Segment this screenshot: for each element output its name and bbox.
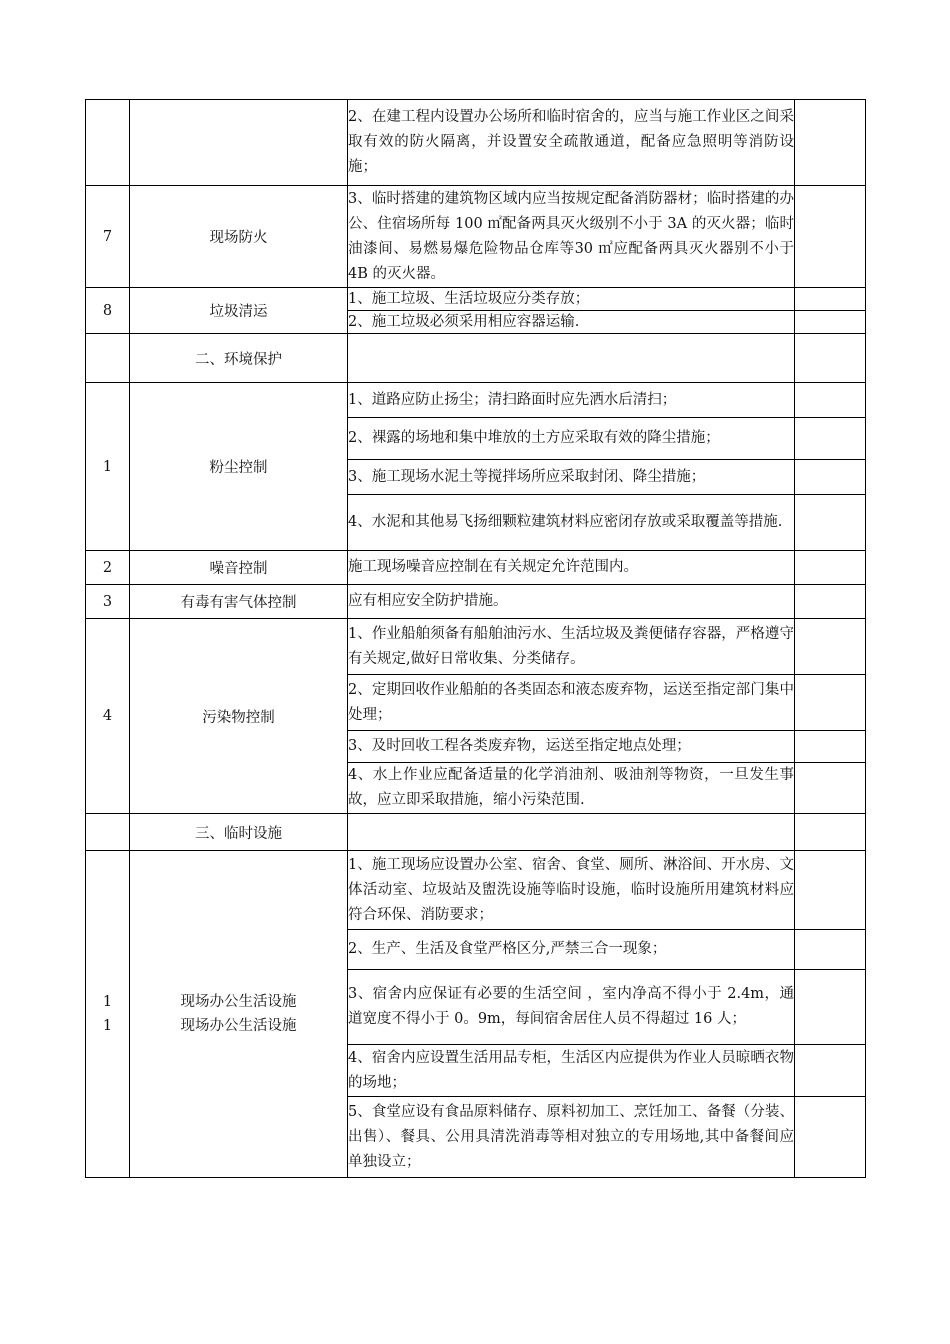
requirement-cell: 3、及时回收工程各类废弃物，运送至指定地点处理；: [348, 731, 795, 763]
table-row: [86, 383, 866, 418]
row-number-cell: [86, 334, 130, 383]
table-row: [86, 619, 866, 675]
item-cell: [130, 851, 348, 1178]
section-title: 三、临时设施: [130, 814, 348, 851]
inspection-table: [85, 99, 866, 1178]
table-row: [86, 100, 866, 186]
item-cell: 有毒有害气体控制: [130, 585, 348, 619]
row-number-cell: 1: [86, 383, 130, 551]
note-cell: [795, 288, 866, 311]
requirement-cell: 4、水泥和其他易飞扬细颗粒建筑材料应密闭存放或采取覆盖等措施.: [348, 495, 795, 551]
table-row: [86, 551, 866, 585]
note-cell: [795, 495, 866, 551]
row-number-line: 1: [102, 1018, 113, 1034]
note-cell: [795, 970, 866, 1045]
note-cell: [795, 731, 866, 763]
row-number-cell: [86, 100, 130, 186]
note-cell: [795, 334, 866, 383]
item-cell: [130, 100, 348, 186]
note-cell: [795, 551, 866, 585]
table-row: [86, 288, 866, 311]
requirement-cell: 2、施工垃圾必须采用相应容器运输.: [348, 311, 795, 334]
note-cell: [795, 763, 866, 814]
item-cell: 污染物控制: [130, 619, 348, 814]
requirement-cell: 施工现场噪音应控制在有关规定允许范围内。: [348, 551, 795, 585]
note-cell: [795, 418, 866, 460]
requirement-cell: 4、宿舍内应设置生活用品专柜，生活区内应提供为作业人员晾晒衣物的场地；: [348, 1045, 795, 1097]
row-number-cell: 4: [86, 619, 130, 814]
requirement-cell: [348, 814, 795, 851]
note-cell: [795, 1097, 866, 1178]
row-number-cell: 8: [86, 288, 130, 334]
table-row: [86, 585, 866, 619]
row-number-cell: [86, 851, 130, 1178]
row-number-cell: [86, 814, 130, 851]
requirement-cell: 2、定期回收作业船舶的各类固态和液态废弃物，运送至指定部门集中处理；: [348, 675, 795, 731]
requirement-cell: 应有相应安全防护措施。: [348, 585, 795, 619]
section-header-row: [86, 334, 866, 383]
requirement-cell: 1、作业船舶须备有船舶油污水、生活垃圾及粪便储存容器，严格遵守有关规定,做好日常收集、分类储存。: [348, 619, 795, 675]
note-cell: [795, 930, 866, 970]
requirement-cell: 3、施工现场水泥土等搅拌场所应采取封闭、降尘措施；: [348, 460, 795, 495]
requirement-cell: 2、裸露的场地和集中堆放的土方应采取有效的降尘措施；: [348, 418, 795, 460]
note-cell: [795, 675, 866, 731]
item-label-line: 现场办公生活设施: [180, 1018, 297, 1034]
requirement-cell: 2、在建工程内设置办公场所和临时宿舍的，应当与施工作业区之间采取有效的防火隔离，并设置安全疏散通道，配备应急照明等消防设施；: [348, 100, 795, 186]
requirement-cell: [348, 334, 795, 383]
row-number-cell: 7: [86, 186, 130, 288]
table-row: [86, 186, 866, 288]
section-title: 二、环境保护: [130, 334, 348, 383]
item-cell: 噪音控制: [130, 551, 348, 585]
requirement-cell: 3、宿舍内应保证有必要的生活空间 ，室内净高不得小于 2.4m，通道宽度不得小于 0。9m，每间宿舍居住人员不得超过 16 人；: [348, 970, 795, 1045]
note-cell: [795, 585, 866, 619]
row-number-line: 1: [102, 994, 113, 1010]
requirement-cell: 2、生产、生活及食堂严格区分,严禁三合一现象；: [348, 930, 795, 970]
item-label-line: 现场办公生活设施: [180, 994, 297, 1010]
item-cell: 粉尘控制: [130, 383, 348, 551]
item-cell: 垃圾清运: [130, 288, 348, 334]
note-cell: [795, 383, 866, 418]
note-cell: [795, 619, 866, 675]
section-header-row: [86, 814, 866, 851]
requirement-cell: 5、食堂应设有食品原料储存、原料初加工、烹饪加工、备餐（分装、出售）、餐具、公用具清洗消毒等相对独立的专用场地,其中备餐间应单独设立；: [348, 1097, 795, 1178]
requirement-cell: 4、水上作业应配备适量的化学消油剂、吸油剂等物资，一旦发生事故，应立即采取措施，缩小污染范围.: [348, 763, 795, 814]
requirement-cell: 1、道路应防止扬尘；清扫路面时应先洒水后清扫；: [348, 383, 795, 418]
note-cell: [795, 311, 866, 334]
note-cell: [795, 460, 866, 495]
table-row: [86, 851, 866, 930]
requirement-cell: 1、施工垃圾、生活垃圾应分类存放；: [348, 288, 795, 311]
row-number-cell: 2: [86, 551, 130, 585]
note-cell: [795, 814, 866, 851]
note-cell: [795, 1045, 866, 1097]
note-cell: [795, 100, 866, 186]
row-number-cell: 3: [86, 585, 130, 619]
note-cell: [795, 851, 866, 930]
note-cell: [795, 186, 866, 288]
item-cell: 现场防火: [130, 186, 348, 288]
requirement-cell: 3、临时搭建的建筑物区域内应当按规定配备消防器材；临时搭建的办公、住宿场所每 100 ㎡配备两具灭火级别不小于 3A 的灭火器；临时油漆间、易燃易爆危险物品仓库等30 ㎡应配备两具灭火器别不小于 4B 的灭火器。: [348, 186, 795, 288]
requirement-cell: 1、施工现场应设置办公室、宿舍、食堂、厕所、淋浴间、开水房、文体活动室、垃圾站及盥洗设施等临时设施，临时设施所用建筑材料应符合环保、消防要求；: [348, 851, 795, 930]
